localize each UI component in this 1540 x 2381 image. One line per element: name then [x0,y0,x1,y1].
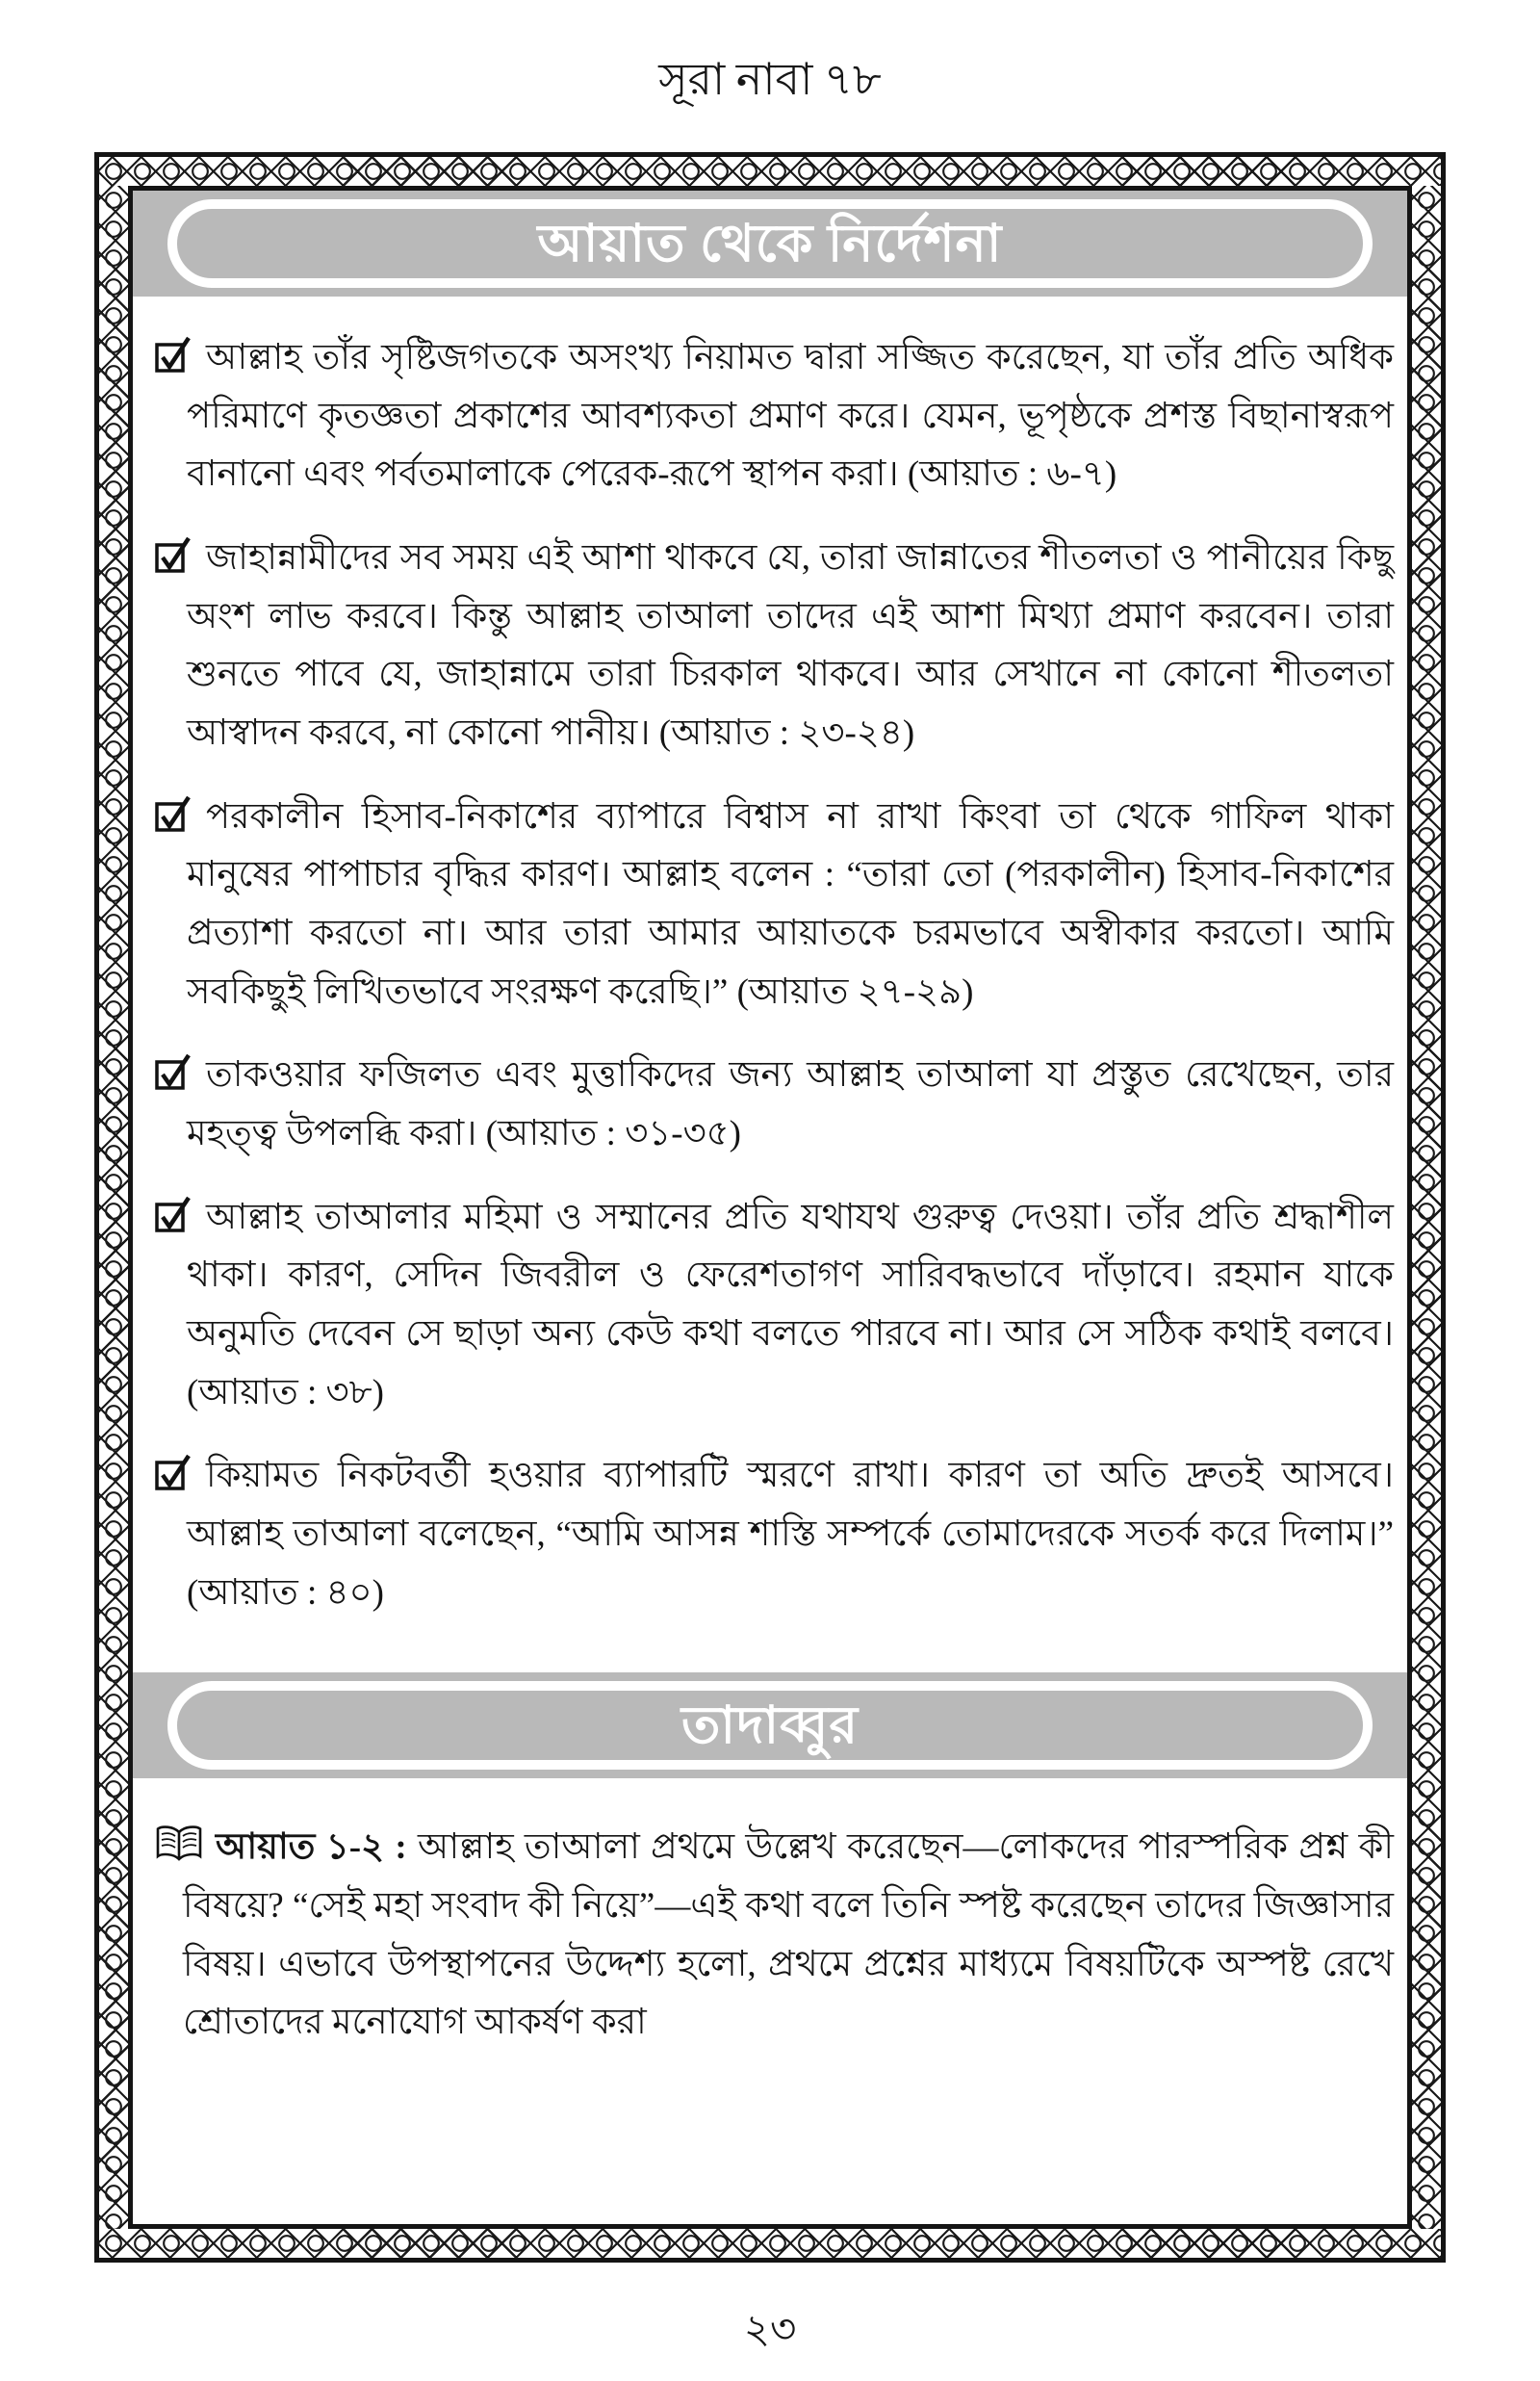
list-item [154,530,1394,763]
list-item [154,329,1394,505]
checkbox-checked-icon [154,1051,192,1092]
page-title: সূরা নাবা ৭৮ [658,55,882,104]
paragraph-label: আয়াত ১-২ : [216,1827,407,1868]
bullet-text: আল্লাহ তাঁর সৃষ্টিজগতকে অসংখ্য নিয়ামত দ্বারা সজ্জিত করেছেন, যা তাঁর প্রতি অধিক পরিমাণে কৃতজ্ঞতা প্রকাশের আবশ্যকতা প্রমাণ করে। যেমন, ভূপৃষ্ঠকে প্রশস্ত বিছানাস্বরূপ বানানো এবং পর্বতমালাকে পেরেক-রূপে স্থাপন করা। (আয়াত : ৬-৭) [187,338,1394,495]
bullet-text: কিয়ামত নিকটবর্তী হওয়ার ব্যাপারটি স্মরণে রাখা। কারণ তা অতি দ্রুতই আসবে। আল্লাহ তাআলা বলেছেন, “আমি আসন্ন শাস্তি সম্পর্কে তোমাদেরকে সতর্ক করে দিলাম।” (আয়াত : ৪০) [187,1456,1394,1613]
paragraph-text: আল্লাহ তাআলা প্রথমে উল্লেখ করেছেন—লোকদের পারস্পরিক প্রশ্ন কী বিষয়ে? “সেই মহা সংবাদ কী নিয়ে”—এই কথা বলে তিনি স্পষ্ট করেছেন তাদের জিজ্ঞাসার বিষয়। এভাবে উপস্থাপনের উদ্দেশ্য হলো, প্রথমে প্রশ্নের মাধ্যমে বিষয়টিকে অস্পষ্ট রেখে শ্রোতাদের মনোযোগ আকর্ষণ করা [183,1827,1395,2043]
lattice-border-top [99,157,1441,186]
decorative-frame [94,152,1446,2263]
list-item [154,1189,1394,1423]
list-item [154,1447,1394,1622]
checkbox-checked-icon [154,334,192,375]
checkbox-checked-icon [154,1194,192,1234]
lattice-border-right [1412,186,1441,2229]
section-banner-tadabbur [133,1672,1407,1778]
page-number: ২৩ [743,2308,797,2352]
section-banner-tadabbur-title: তাদাব্বুর [680,1696,860,1755]
list-item [154,1047,1394,1163]
commentary-paragraph [133,1819,1407,2053]
checkbox-checked-icon [154,1452,192,1492]
open-book-icon [154,1824,204,1864]
checkbox-checked-icon [154,793,192,834]
section-banner-guidance-title: আয়াত থেকে নির্দেশনা [537,215,1003,272]
content-area [128,186,1412,2229]
bullet-text: পরকালীন হিসাব-নিকাশের ব্যাপারে বিশ্বাস না রাখা কিংবা তা থেকে গাফিল থাকা মানুষের পাপাচার বৃদ্ধির কারণ। আল্লাহ বলেন : “তারা তো (পরকালীন) হিসাব-নিকাশের প্রত্যাশা করতো না। আর তারা আমার আয়াতকে চরমভাবে অস্বীকার করতো। আমি সবকিছুই লিখিতভাবে সংরক্ষণ করেছি।” (আয়াত ২৭-২৯) [187,796,1394,1012]
lattice-border-bottom [99,2229,1441,2258]
bullet-text: জাহান্নামীদের সব সময় এই আশা থাকবে যে, তারা জান্নাতের শীতলতা ও পানীয়ের কিছু অংশ লাভ করবে। কিন্তু আল্লাহ তাআলা তাদের এই আশা মিথ্যা প্রমাণ করবেন। তারা শুনতে পাবে যে, জাহান্নামে তারা চিরকাল থাকবে। আর সেখানে না কোনো শীতলতা আস্বাদন করবে, না কোনো পানীয়। (আয়াত : ২৩-২৪) [187,538,1394,754]
list-item [154,789,1394,1022]
bullet-text: আল্লাহ তাআলার মহিমা ও সম্মানের প্রতি যথাযথ গুরুত্ব দেওয়া। তাঁর প্রতি শ্রদ্ধাশীল থাকা। কারণ, সেদিন জিবরীল ও ফেরেশতাগণ সারিবদ্ধভাবে দাঁড়াবে। রহমান যাকে অনুমতি দেবেন সে ছাড়া অন্য কেউ কথা বলতে পারবে না। আর সে সঠিক কথাই বলবে। (আয়াত : ৩৮) [187,1197,1394,1412]
checkbox-checked-icon [154,534,192,575]
guidance-bullet-list [133,329,1407,1622]
section-banner-guidance [133,191,1407,297]
bullet-text: তাকওয়ার ফজিলত এবং মুত্তাকিদের জন্য আল্লাহ তাআলা যা প্রস্তুত রেখেছেন, তার মহত্ত্ব উপলব্ধি করা। (আয়াত : ৩১-৩৫) [187,1055,1394,1154]
lattice-border-left [99,186,128,2229]
